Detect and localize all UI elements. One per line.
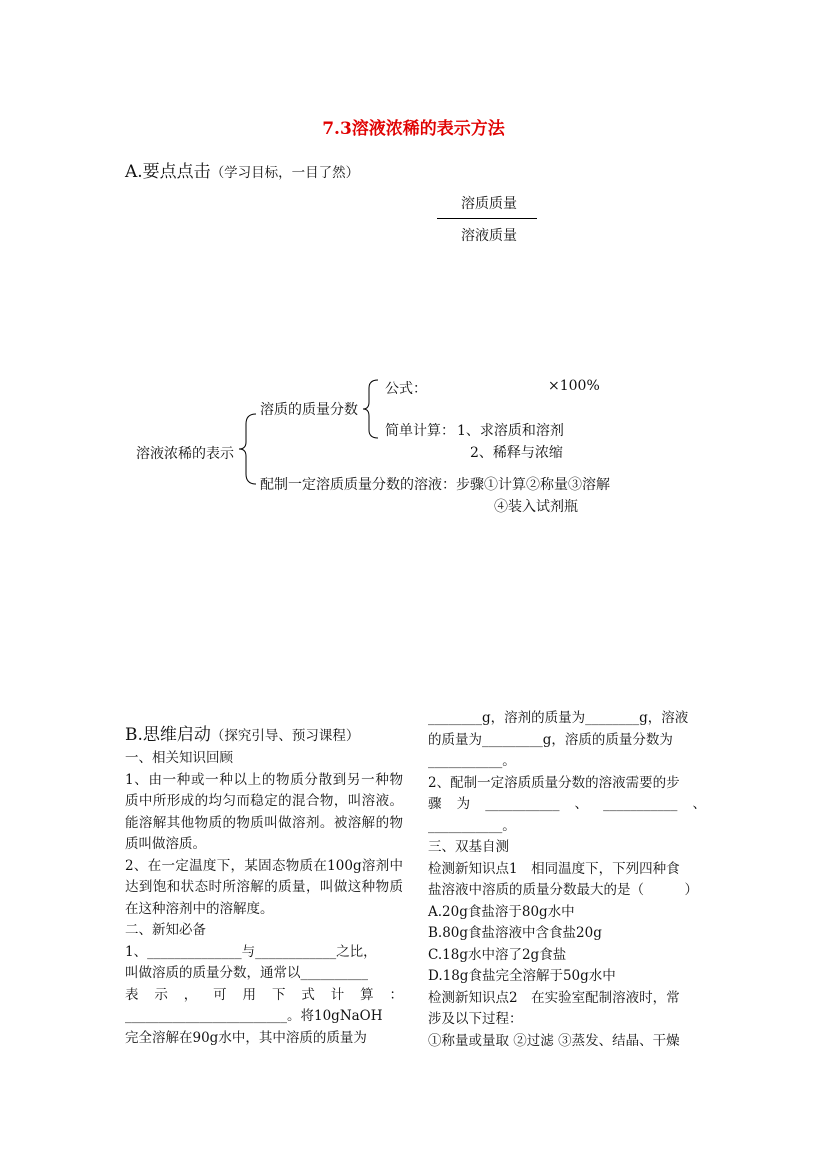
right-column [428,708,706,1052]
calc-item-2: 2、稀释与浓缩 [470,445,563,461]
question-2-line-c: ___________。 [428,817,516,834]
test-1-option-b: B.80g食盐溶液中含食盐20g [428,925,602,941]
question-1-cont-line-1: ________g，溶剂的质量为________g，溶液 [428,710,689,726]
test-2-line-a: 检测新知识点2 在实验室配制溶液时，常 [428,989,680,1006]
section-a-heading [125,157,359,182]
concept-root: 溶液浓稀的表示 [136,446,234,462]
heading-knowledge-review: 一、相关知识回顾 [125,750,233,766]
question-1-line-a: 1、______________与____________之比， [125,943,377,960]
concept-branch-preparation: 配制一定溶质质量分数的溶液：步骤①计算②称量③溶解 [260,477,610,493]
test-2-line-b: 涉及以下过程： [428,1011,523,1027]
test-2-line-c: ①称量或量取 ②过滤 ③蒸发、结晶、干燥 [428,1032,680,1049]
question-1-line-c: 表示，可用下式计算： [125,986,403,1003]
main-brace [236,412,258,486]
question-1-line-b: 叫做溶质的质量分数，通常以__________ [125,965,368,981]
calc-label: 简单计算： [385,423,455,439]
question-2-line-a: 2、配制一定溶质质量分数的溶液需要的步 [428,774,680,791]
section-b-note: （探究引导、预习课程） [210,728,360,744]
test-1-line-a: 检测新知识点1 相同温度下，下列四种食 [428,860,680,877]
test-1-option-d: D.18g食盐完全溶解于50g水中 [428,968,616,984]
section-a-label: A.要点点击 [125,162,211,182]
section-a-note: （学习目标，一目了然） [210,165,360,181]
left-column [125,748,403,1049]
fraction-numerator: 溶质质量 [461,196,517,212]
heading-new-knowledge: 二、新知必备 [125,922,206,938]
paragraph-solubility-definition: 2、在一定温度下，某固态物质在100g溶剂中达到饱和状态时所溶解的质量，叫做这种物质在这种溶剂中的溶解度。 [125,857,403,917]
section-b-label: B.思维启动 [125,725,211,745]
page-title: 7.3溶液浓稀的表示方法 [322,119,505,139]
heading-self-test: 三、双基自测 [428,839,509,855]
calc-item-1: 1、求溶质和溶剂 [457,423,564,439]
test-1-option-a: A.20g食盐溶于80g水中 [428,903,575,920]
test-1-line-b: 盐溶液中溶质的质量分数最大的是（ ） [428,882,698,898]
concept-branch-mass-fraction: 溶质的质量分数 [260,402,358,418]
section-b-heading [125,720,359,745]
paragraph-solution-definition: 1、由一种或一种以上的物质分散到另一种物质中所形成的均匀而稳定的混合物，叫溶液。能溶解其他物质的物质叫做溶剂。被溶解的物质叫做溶质。 [125,771,403,852]
concept-branch-preparation-cont: ④装入试剂瓶 [494,499,578,515]
question-2-line-b: 骤为___________、___________、 [428,796,706,812]
question-1-line-e: 完全溶解在90g水中，其中溶质的质量为 [125,1029,367,1046]
formula-suffix: ×100% [548,378,600,394]
question-1-cont-line-3: ___________。 [428,753,516,769]
test-1-option-c: C.18g水中溶了2g食盐 [428,946,567,963]
sub-brace [360,378,380,440]
question-1-line-d: ________________________。将10gNaOH [125,1008,383,1024]
fraction-denominator: 溶液质量 [461,228,517,244]
formula-label: 公式： [385,381,427,397]
fraction-bar [437,218,537,219]
question-1-cont-line-2: 的质量为_________g，溶质的质量分数为 [428,731,673,748]
